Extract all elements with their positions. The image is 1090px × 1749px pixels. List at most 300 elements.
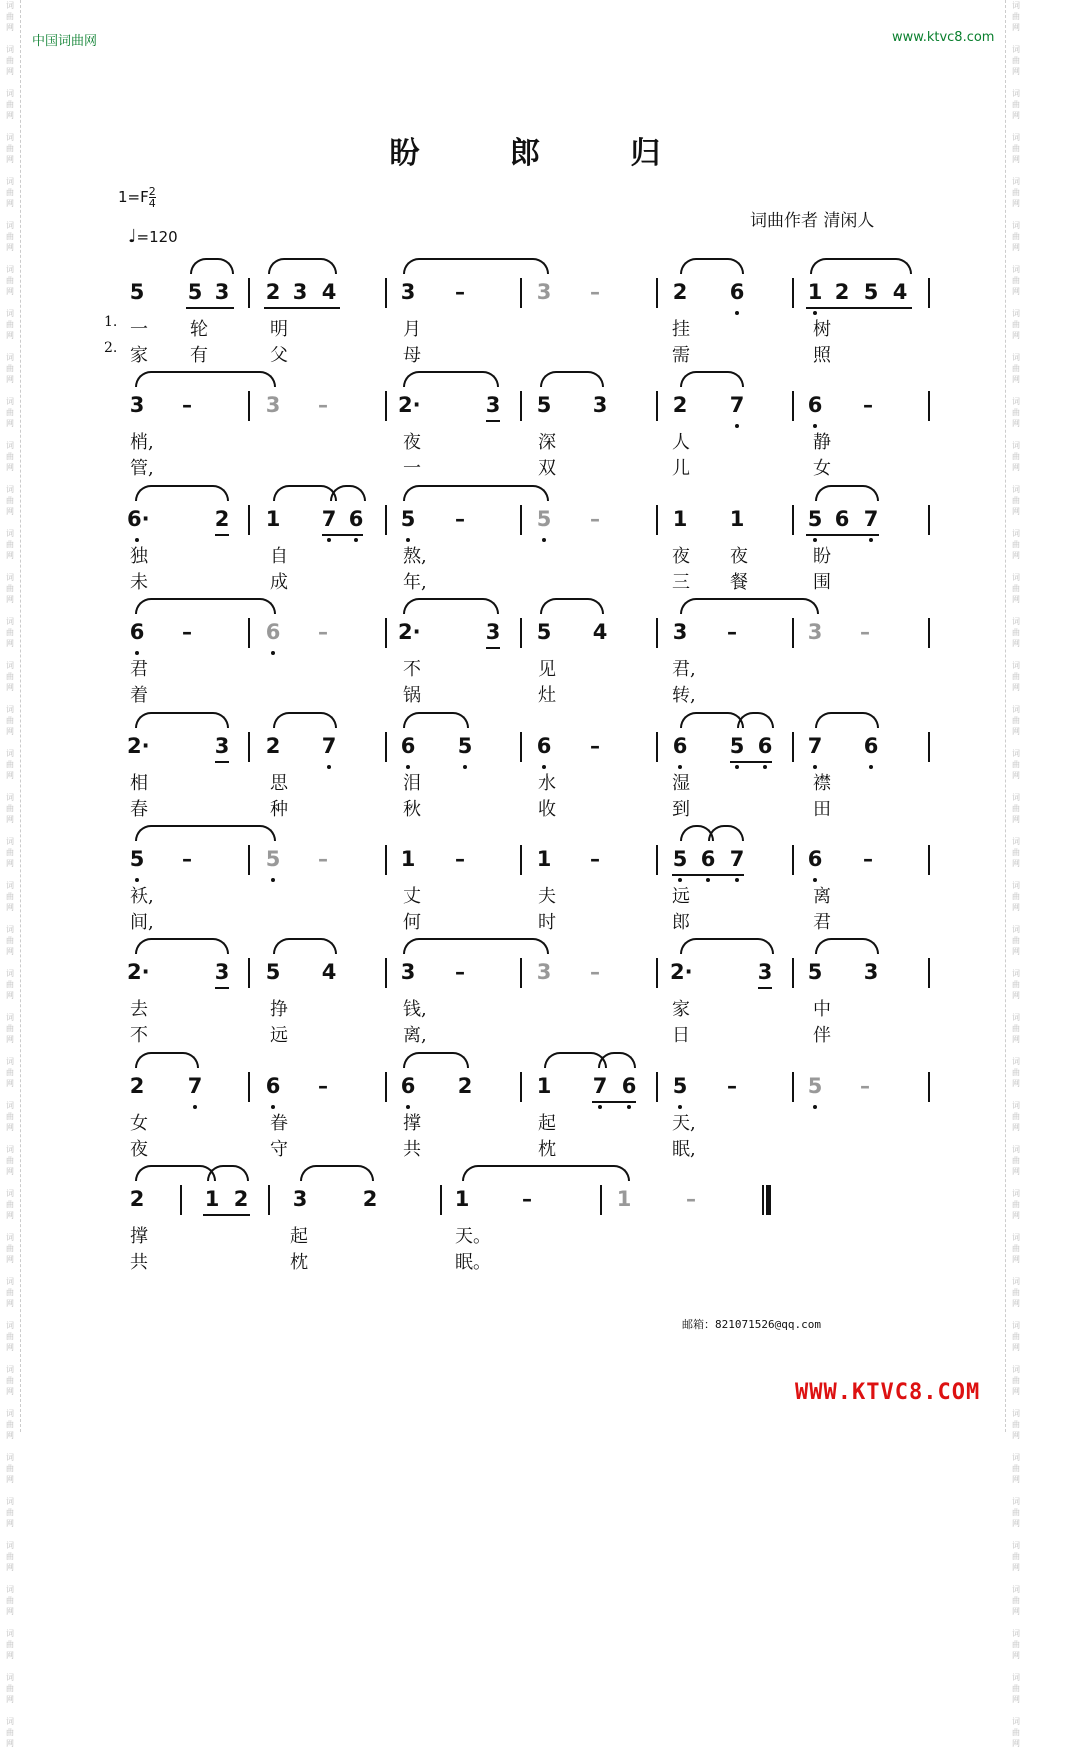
note: 5 xyxy=(863,280,879,304)
lyric-verse2: 远 xyxy=(270,1025,288,1046)
slur-arc xyxy=(330,485,366,501)
lyric-verse1: 相 xyxy=(130,773,148,794)
note: 4 xyxy=(321,960,337,984)
note: 5 xyxy=(265,847,281,871)
note: 3 xyxy=(485,393,501,417)
rest-dash: – xyxy=(590,734,600,758)
lyric-verse2: 母 xyxy=(403,345,421,366)
lyric-verse2: 家 xyxy=(130,345,148,366)
octave-dot xyxy=(193,1105,197,1109)
song-title: 盼 郎 归 xyxy=(389,136,701,171)
lyric-verse2: 女 xyxy=(813,458,831,479)
lyric-verse1: 月 xyxy=(403,319,421,340)
lyric-verse2: 年, xyxy=(403,572,427,593)
note: 6 xyxy=(265,620,281,644)
lyric-verse2: 间, xyxy=(130,912,154,933)
lyric-verse2: 枕 xyxy=(290,1252,308,1273)
barline xyxy=(656,278,658,308)
lyric-verse2: 父 xyxy=(270,345,288,366)
lyric-verse2: 收 xyxy=(538,799,556,820)
slur-arc xyxy=(540,371,604,387)
lyric-verse2: 着 xyxy=(130,685,148,706)
rest-dash: – xyxy=(727,620,737,644)
lyric-verse2: 春 xyxy=(130,799,148,820)
lyric-verse1: 湿 xyxy=(672,773,690,794)
note: 6 xyxy=(400,1074,416,1098)
note: 7 xyxy=(807,734,823,758)
note: 5 xyxy=(807,507,823,531)
note: 1 xyxy=(536,1074,552,1098)
rest-dash: – xyxy=(318,847,328,871)
barline xyxy=(248,618,250,648)
lyric-verse1: 轮 xyxy=(190,319,208,340)
note: 1 xyxy=(265,507,281,531)
slur-arc xyxy=(680,938,774,954)
barline xyxy=(180,1185,182,1215)
beam-underline xyxy=(322,534,363,536)
lyric-verse1: 水 xyxy=(538,773,556,794)
lyric-verse1: 丈 xyxy=(403,886,421,907)
beam-underline xyxy=(215,534,229,536)
note: 7 xyxy=(863,507,879,531)
verse-number-1: 1. xyxy=(104,314,118,330)
rest-dash: – xyxy=(182,620,192,644)
lyric-verse2: 转, xyxy=(672,685,696,706)
slur-arc xyxy=(403,371,499,387)
beam-underline xyxy=(486,647,500,649)
barline xyxy=(248,958,250,988)
lyric-verse2: 日 xyxy=(672,1025,690,1046)
beam-underline xyxy=(672,874,744,876)
note: 4 xyxy=(892,280,908,304)
barline xyxy=(248,845,250,875)
barline xyxy=(928,732,930,762)
barline xyxy=(520,845,522,875)
rest-dash: – xyxy=(727,1074,737,1098)
note: 6 xyxy=(672,734,688,758)
slur-arc xyxy=(815,938,879,954)
note: 6 xyxy=(863,734,879,758)
barline xyxy=(248,505,250,535)
lyric-verse1: 梢, xyxy=(130,432,154,453)
barline xyxy=(385,391,387,421)
lyric-verse1: 深 xyxy=(538,432,556,453)
slur-arc xyxy=(403,1052,469,1068)
beam-underline xyxy=(215,761,229,763)
lyric-verse2: 共 xyxy=(130,1252,148,1273)
rest-dash: – xyxy=(863,393,873,417)
note: 5 xyxy=(729,734,745,758)
lyric-verse1: 去 xyxy=(130,999,148,1020)
lyric-verse1: 撑 xyxy=(403,1113,421,1134)
lyric-verse1: 天。 xyxy=(455,1226,491,1247)
beam-underline xyxy=(186,307,234,309)
barline xyxy=(656,845,658,875)
note: 3 xyxy=(214,734,230,758)
note: 2 xyxy=(672,393,688,417)
octave-dot xyxy=(869,765,873,769)
lyric-verse1: 天, xyxy=(672,1113,696,1134)
lyric-verse2: 共 xyxy=(403,1139,421,1160)
note: 5 xyxy=(187,280,203,304)
slur-arc xyxy=(190,258,234,274)
lyric-verse1: 泪 xyxy=(403,773,421,794)
lyric-verse1: 撑 xyxy=(130,1226,148,1247)
rest-dash: – xyxy=(590,507,600,531)
octave-dot xyxy=(735,765,739,769)
slur-arc xyxy=(680,371,744,387)
slur-arc xyxy=(815,712,879,728)
rest-dash: – xyxy=(590,960,600,984)
lyric-verse1: 人 xyxy=(672,432,690,453)
lyric-verse2: 儿 xyxy=(672,458,690,479)
lyric-verse1: 远 xyxy=(672,886,690,907)
rest-dash: – xyxy=(590,280,600,304)
slur-arc xyxy=(680,598,819,614)
note: 1 xyxy=(536,847,552,871)
note: 5 xyxy=(672,847,688,871)
lyric-verse1: 思 xyxy=(270,773,288,794)
note: 3 xyxy=(757,960,773,984)
lyric-verse2: 未 xyxy=(130,572,148,593)
lyric-verse2: 锅 xyxy=(403,685,421,706)
barline xyxy=(385,732,387,762)
lyric-verse2: 种 xyxy=(270,799,288,820)
barline xyxy=(928,505,930,535)
octave-dot xyxy=(598,1105,602,1109)
verse-number-2: 2. xyxy=(104,340,118,356)
note: 7 xyxy=(321,507,337,531)
note: 3 xyxy=(292,1187,308,1211)
slur-arc xyxy=(540,598,604,614)
lyric-verse1: 夜 xyxy=(730,546,748,567)
note: 2 xyxy=(265,734,281,758)
octave-dot xyxy=(271,878,275,882)
lyric-verse2: 围 xyxy=(813,572,831,593)
octave-dot xyxy=(763,765,767,769)
beam-underline xyxy=(486,420,500,422)
lyric-verse2: 枕 xyxy=(538,1139,556,1160)
barline xyxy=(385,278,387,308)
rest-dash: – xyxy=(860,1074,870,1098)
note: 4 xyxy=(592,620,608,644)
barline xyxy=(248,391,250,421)
lyric-verse2: 田 xyxy=(813,799,831,820)
rest-dash: – xyxy=(318,620,328,644)
slur-arc xyxy=(598,1052,636,1068)
barline xyxy=(520,1072,522,1102)
note: 2 xyxy=(457,1074,473,1098)
barline xyxy=(792,278,794,308)
note: 2· xyxy=(398,620,421,644)
slur-arc xyxy=(207,1165,249,1181)
quarter-note-icon: ♩ xyxy=(128,226,137,247)
note: 6 xyxy=(536,734,552,758)
barline xyxy=(520,505,522,535)
lyric-verse1: 眷 xyxy=(270,1113,288,1134)
note: 3 xyxy=(214,280,230,304)
note: 2 xyxy=(265,280,281,304)
lyric-verse1: 见 xyxy=(538,659,556,680)
slur-arc xyxy=(300,1165,374,1181)
note: 2 xyxy=(362,1187,378,1211)
note: 2 xyxy=(129,1187,145,1211)
lyric-verse2: 有 xyxy=(190,345,208,366)
lyric-verse2: 需 xyxy=(672,345,690,366)
octave-dot xyxy=(271,651,275,655)
lyric-verse2: 眠。 xyxy=(455,1252,491,1273)
barline xyxy=(520,391,522,421)
lyric-verse2: 秋 xyxy=(403,799,421,820)
lyric-verse1: 君, xyxy=(672,659,696,680)
site-url-right: www.ktvc8.com xyxy=(892,30,995,45)
slur-arc xyxy=(135,598,276,614)
note: 3 xyxy=(672,620,688,644)
note: 3 xyxy=(400,960,416,984)
note: 3 xyxy=(485,620,501,644)
lyric-verse1: 一 xyxy=(130,319,148,340)
note: 1 xyxy=(204,1187,220,1211)
note: 2 xyxy=(129,1074,145,1098)
beam-underline xyxy=(806,307,912,309)
note: 2 xyxy=(233,1187,249,1211)
barline xyxy=(792,958,794,988)
author-credit: 词曲作者 清闲人 xyxy=(750,211,875,231)
slur-arc xyxy=(403,598,499,614)
barline xyxy=(792,391,794,421)
note: 7 xyxy=(187,1074,203,1098)
barline xyxy=(928,618,930,648)
slur-arc xyxy=(403,938,549,954)
beam-underline xyxy=(215,987,229,989)
note: 5 xyxy=(265,960,281,984)
octave-dot xyxy=(813,1105,817,1109)
rest-dash: – xyxy=(590,847,600,871)
lyric-verse1: 家 xyxy=(672,999,690,1020)
barline xyxy=(385,505,387,535)
beam-underline xyxy=(203,1214,250,1216)
barline xyxy=(792,1072,794,1102)
lyric-verse2: 郎 xyxy=(672,912,690,933)
rest-dash: – xyxy=(455,280,465,304)
note: 7 xyxy=(729,393,745,417)
barline xyxy=(792,618,794,648)
note: 5 xyxy=(400,507,416,531)
slur-arc xyxy=(135,825,276,841)
slur-arc xyxy=(273,938,337,954)
octave-dot xyxy=(463,765,467,769)
note: 7 xyxy=(592,1074,608,1098)
note: 6 xyxy=(129,620,145,644)
barline xyxy=(600,1185,602,1215)
note: 2· xyxy=(670,960,693,984)
slur-arc xyxy=(708,825,744,841)
barline xyxy=(656,391,658,421)
note: 3 xyxy=(400,280,416,304)
barline xyxy=(928,278,930,308)
note: 2· xyxy=(127,734,150,758)
barline xyxy=(385,845,387,875)
lyric-verse1: 起 xyxy=(538,1113,556,1134)
lyric-verse2: 三 xyxy=(672,572,690,593)
beam-underline xyxy=(730,761,772,763)
note: 3 xyxy=(807,620,823,644)
octave-dot xyxy=(735,311,739,315)
lyric-verse1: 钱, xyxy=(403,999,427,1020)
barline xyxy=(520,618,522,648)
barline xyxy=(385,618,387,648)
tempo-mark: ♩=120 xyxy=(128,226,178,247)
octave-dot xyxy=(627,1105,631,1109)
lyric-verse2: 餐 xyxy=(730,572,748,593)
note: 5 xyxy=(807,960,823,984)
note: 6 xyxy=(700,847,716,871)
beam-underline xyxy=(592,1101,636,1103)
note: 1 xyxy=(616,1187,632,1211)
note: 2 xyxy=(834,280,850,304)
barline xyxy=(248,1072,250,1102)
note: 6 xyxy=(807,847,823,871)
barline xyxy=(928,958,930,988)
rest-dash: – xyxy=(182,847,192,871)
note: 2 xyxy=(214,507,230,531)
barline xyxy=(385,958,387,988)
lyric-verse2: 双 xyxy=(538,458,556,479)
note: 5 xyxy=(129,280,145,304)
slur-arc xyxy=(268,258,337,274)
barline xyxy=(792,732,794,762)
lyric-verse2: 一 xyxy=(403,458,421,479)
rest-dash: – xyxy=(318,1074,328,1098)
slur-arc xyxy=(810,258,912,274)
note: 5 xyxy=(807,1074,823,1098)
slur-arc xyxy=(737,712,774,728)
note: 6 xyxy=(757,734,773,758)
slur-arc xyxy=(680,712,744,728)
slur-arc xyxy=(273,712,337,728)
slur-arc xyxy=(135,1165,216,1181)
lyric-verse2: 君 xyxy=(813,912,831,933)
note: 1 xyxy=(729,507,745,531)
lyric-verse1: 夜 xyxy=(672,546,690,567)
slur-arc xyxy=(135,938,229,954)
lyric-verse1: 起 xyxy=(290,1226,308,1247)
slur-arc xyxy=(135,371,276,387)
lyric-verse2: 何 xyxy=(403,912,421,933)
note: 1 xyxy=(400,847,416,871)
note: 7 xyxy=(321,734,337,758)
note: 7 xyxy=(729,847,745,871)
octave-dot xyxy=(327,765,331,769)
barline xyxy=(928,1072,930,1102)
side-watermark-right: 词 曲 网 词 曲 网 词 曲 网 词 曲 网 词 曲 网 词 曲 网 词 曲 网 词 曲 网 词 曲 网 词 曲 网 词 曲 网 词 曲 网 词 曲 网 词 曲 网 词 曲 网 词 曲 网 词 曲 网 词 曲 网 词 曲 网 词 曲 网 词 曲 网 词 曲 网 词 曲 网 词 曲 网 词 曲 网 词 曲 网 词 曲 网 词 曲 网 词 曲 网 词 曲 网 词 曲 网 词 曲 网 词 曲 网 词 曲 网 词 曲 网 词 曲 网 词 曲 网 词 曲 网 词 曲 网 词 曲 网 xyxy=(1005,0,1026,1432)
barline xyxy=(268,1185,270,1215)
barline xyxy=(792,505,794,535)
note: 6 xyxy=(265,1074,281,1098)
lyric-verse1: 袄, xyxy=(130,886,154,907)
octave-dot xyxy=(542,538,546,542)
beam-underline xyxy=(758,987,772,989)
slur-arc xyxy=(815,485,879,501)
beam-underline xyxy=(806,534,879,536)
note: 3 xyxy=(214,960,230,984)
barline xyxy=(248,732,250,762)
lyric-verse2: 灶 xyxy=(538,685,556,706)
barline xyxy=(656,505,658,535)
note: 5 xyxy=(672,1074,688,1098)
lyric-verse2: 不 xyxy=(130,1025,148,1046)
octave-dot xyxy=(735,424,739,428)
note: 3 xyxy=(536,280,552,304)
rest-dash: – xyxy=(455,960,465,984)
site-name-left: 中国词曲网 xyxy=(32,34,98,49)
slur-arc xyxy=(273,485,337,501)
barline xyxy=(928,391,930,421)
rest-dash: – xyxy=(455,507,465,531)
note: 1 xyxy=(807,280,823,304)
slur-arc xyxy=(403,485,549,501)
note: 5 xyxy=(536,620,552,644)
note: 5 xyxy=(536,507,552,531)
lyric-verse2: 守 xyxy=(270,1139,288,1160)
barline xyxy=(520,278,522,308)
octave-dot xyxy=(735,878,739,882)
barline xyxy=(656,958,658,988)
rest-dash: – xyxy=(318,393,328,417)
slur-arc xyxy=(135,712,229,728)
side-watermark-left: 词 曲 网 词 曲 网 词 曲 网 词 曲 网 词 曲 网 词 曲 网 词 曲 网 词 曲 网 词 曲 网 词 曲 网 词 曲 网 词 曲 网 词 曲 网 词 曲 网 词 曲 网 词 曲 网 词 曲 网 词 曲 网 词 曲 网 词 曲 网 词 曲 网 词 曲 网 词 曲 网 词 曲 网 词 曲 网 词 曲 网 词 曲 网 词 曲 网 词 曲 网 词 曲 网 词 曲 网 词 曲 网 词 曲 网 词 曲 网 词 曲 网 词 曲 网 词 曲 网 词 曲 网 词 曲 网 词 曲 网 xyxy=(0,0,21,1432)
barline xyxy=(656,1072,658,1102)
barline xyxy=(520,732,522,762)
note: 3 xyxy=(265,393,281,417)
slur-arc xyxy=(403,712,469,728)
lyric-verse2: 眠, xyxy=(672,1139,696,1160)
note: 3 xyxy=(536,960,552,984)
note: 6· xyxy=(127,507,150,531)
note: 6 xyxy=(400,734,416,758)
final-barline xyxy=(766,1185,771,1215)
barline xyxy=(928,845,930,875)
rest-dash: – xyxy=(522,1187,532,1211)
note: 3 xyxy=(863,960,879,984)
lyric-verse2: 照 xyxy=(813,345,831,366)
barline xyxy=(762,1185,764,1215)
lyric-verse1: 夫 xyxy=(538,886,556,907)
note: 1 xyxy=(672,507,688,531)
lyric-verse1: 不 xyxy=(403,659,421,680)
note: 6 xyxy=(621,1074,637,1098)
rest-dash: – xyxy=(182,393,192,417)
note: 4 xyxy=(321,280,337,304)
note: 3 xyxy=(592,393,608,417)
lyric-verse1: 明 xyxy=(270,319,288,340)
lyric-verse1: 盼 xyxy=(813,546,831,567)
note: 5 xyxy=(536,393,552,417)
lyric-verse1: 树 xyxy=(813,319,831,340)
lyric-verse1: 离 xyxy=(813,886,831,907)
octave-dot xyxy=(327,538,331,542)
lyric-verse1: 中 xyxy=(813,999,831,1020)
note: 5 xyxy=(129,847,145,871)
rest-dash: – xyxy=(860,620,870,644)
barline xyxy=(656,732,658,762)
note: 6 xyxy=(834,507,850,531)
rest-dash: – xyxy=(863,847,873,871)
note: 6 xyxy=(348,507,364,531)
site-logo: WWW.KTVC8.COM xyxy=(795,1380,981,1405)
barline xyxy=(440,1185,442,1215)
lyric-verse1: 夜 xyxy=(403,432,421,453)
